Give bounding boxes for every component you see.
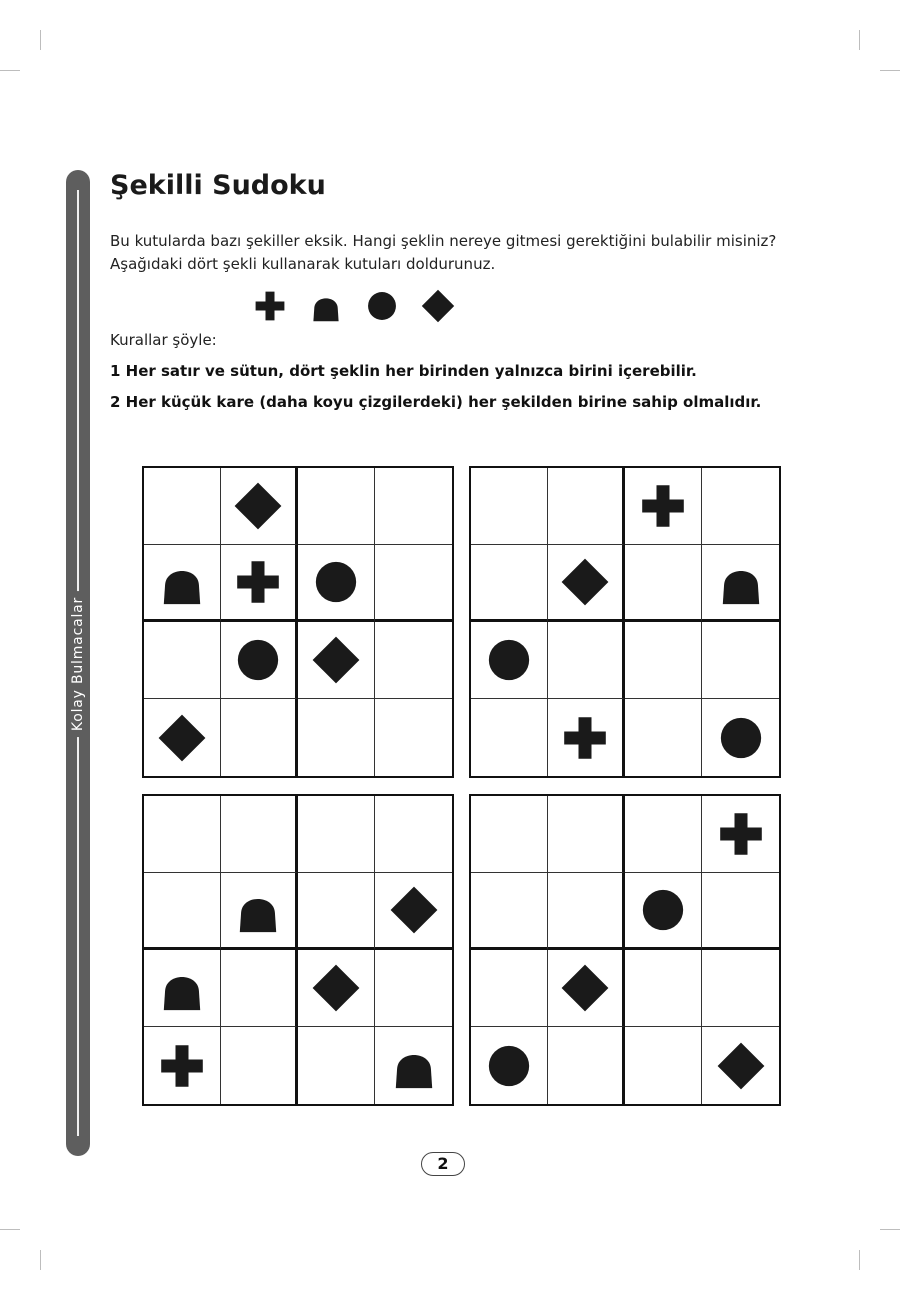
- grid-cell[interactable]: [221, 468, 298, 545]
- grid-cell[interactable]: [144, 796, 221, 873]
- grid-cell[interactable]: [625, 622, 702, 699]
- crop-mark: [0, 1229, 20, 1230]
- grid-cell[interactable]: [298, 622, 375, 699]
- grid-cell[interactable]: [625, 873, 702, 950]
- intro-text: Bu kutularda bazı şekiller eksik. Hangi şeklin nereye gitmesi gerektiğini bulabilir misiniz? Aşağıdaki dört şekli kullanarak kutuları doldurunuz.: [110, 232, 777, 273]
- sudoku-grid: [469, 794, 781, 1106]
- page-number: 2: [421, 1152, 465, 1176]
- arch-icon: [308, 288, 344, 324]
- grid-cell[interactable]: [144, 1027, 221, 1104]
- grid-cell[interactable]: [221, 622, 298, 699]
- grid-cell[interactable]: [548, 950, 625, 1027]
- grid-cell[interactable]: [375, 622, 452, 699]
- diamond-icon: [232, 480, 284, 532]
- diamond-icon: [715, 1040, 767, 1092]
- grid-cell[interactable]: [298, 873, 375, 950]
- grid-cell[interactable]: [221, 1027, 298, 1104]
- grid-cell[interactable]: [702, 545, 779, 622]
- grid-cell[interactable]: [471, 545, 548, 622]
- plus-icon: [715, 808, 767, 860]
- circle-icon: [483, 634, 535, 686]
- circle-icon: [310, 556, 362, 608]
- plus-icon: [232, 556, 284, 608]
- arch-icon: [715, 556, 767, 608]
- crop-mark: [880, 1229, 900, 1230]
- circle-icon: [637, 884, 689, 936]
- grid-cell[interactable]: [702, 796, 779, 873]
- grid-cell[interactable]: [375, 468, 452, 545]
- grid-cell[interactable]: [298, 1027, 375, 1104]
- diamond-icon: [420, 288, 456, 324]
- grid-cell[interactable]: [221, 950, 298, 1027]
- crop-mark: [0, 70, 20, 71]
- grid-cell[interactable]: [471, 796, 548, 873]
- grid-cell[interactable]: [375, 873, 452, 950]
- arch-icon: [388, 1040, 440, 1092]
- grid-cell[interactable]: [702, 622, 779, 699]
- grid-cell[interactable]: [548, 699, 625, 776]
- shape-legend: [252, 288, 456, 324]
- grid-cell[interactable]: [375, 950, 452, 1027]
- circle-icon: [483, 1040, 535, 1092]
- grid-cell[interactable]: [471, 1027, 548, 1104]
- crop-mark: [880, 70, 900, 71]
- rules-intro: Kurallar şöyle:: [110, 331, 217, 349]
- arch-icon: [156, 556, 208, 608]
- side-label: Kolay Bulmacalar: [70, 591, 86, 737]
- grid-cell[interactable]: [548, 873, 625, 950]
- rule-2: 2 Her küçük kare (daha koyu çizgilerdeki) her şekilden birine sahip olmalıdır.: [110, 393, 762, 411]
- grid-cell[interactable]: [298, 699, 375, 776]
- grid-cell[interactable]: [375, 699, 452, 776]
- grid-cell[interactable]: [144, 468, 221, 545]
- plus-icon: [252, 288, 288, 324]
- grid-cell[interactable]: [471, 468, 548, 545]
- grid-cell[interactable]: [221, 699, 298, 776]
- grid-cell[interactable]: [548, 796, 625, 873]
- grid-cell[interactable]: [298, 796, 375, 873]
- crop-mark: [40, 30, 41, 50]
- grid-cell[interactable]: [625, 1027, 702, 1104]
- grid-cell[interactable]: [221, 545, 298, 622]
- grid-cell[interactable]: [144, 545, 221, 622]
- grid-cell[interactable]: [144, 699, 221, 776]
- grid-cell[interactable]: [144, 950, 221, 1027]
- grid-cell[interactable]: [702, 1027, 779, 1104]
- grid-cell[interactable]: [144, 873, 221, 950]
- arch-icon: [232, 884, 284, 936]
- grid-cell[interactable]: [375, 796, 452, 873]
- grid-cell[interactable]: [625, 699, 702, 776]
- grid-cell[interactable]: [625, 796, 702, 873]
- grid-cell[interactable]: [144, 622, 221, 699]
- page-title: Şekilli Sudoku: [110, 170, 326, 201]
- diamond-icon: [310, 962, 362, 1014]
- plus-icon: [559, 712, 611, 764]
- grid-cell[interactable]: [375, 1027, 452, 1104]
- grid-cell[interactable]: [471, 622, 548, 699]
- diamond-icon: [559, 556, 611, 608]
- sudoku-grid: [142, 466, 454, 778]
- grid-cell[interactable]: [548, 468, 625, 545]
- grid-cell[interactable]: [375, 545, 452, 622]
- circle-icon: [232, 634, 284, 686]
- plus-icon: [637, 480, 689, 532]
- grid-cell[interactable]: [625, 545, 702, 622]
- circle-icon: [715, 712, 767, 764]
- grid-cell[interactable]: [625, 950, 702, 1027]
- crop-mark: [859, 1250, 860, 1270]
- rule-1: 1 Her satır ve sütun, dört şeklin her birinden yalnızca birini içerebilir.: [110, 362, 697, 380]
- grid-cell[interactable]: [548, 545, 625, 622]
- grid-cell[interactable]: [298, 950, 375, 1027]
- grid-cell[interactable]: [298, 545, 375, 622]
- circle-icon: [364, 288, 400, 324]
- grid-cell[interactable]: [221, 873, 298, 950]
- grid-cell[interactable]: [702, 468, 779, 545]
- diamond-icon: [559, 962, 611, 1014]
- grid-cell[interactable]: [548, 1027, 625, 1104]
- arch-icon: [156, 962, 208, 1014]
- diamond-icon: [310, 634, 362, 686]
- grid-cell[interactable]: [471, 950, 548, 1027]
- grid-cell[interactable]: [298, 468, 375, 545]
- sudoku-grid: [142, 794, 454, 1106]
- grid-cell[interactable]: [471, 699, 548, 776]
- grid-cell[interactable]: [471, 873, 548, 950]
- sudoku-grid: [469, 466, 781, 778]
- grid-cell[interactable]: [221, 796, 298, 873]
- crop-mark: [40, 1250, 41, 1270]
- grid-cell[interactable]: [548, 622, 625, 699]
- grid-cell[interactable]: [702, 950, 779, 1027]
- diamond-icon: [156, 712, 208, 764]
- diamond-icon: [388, 884, 440, 936]
- plus-icon: [156, 1040, 208, 1092]
- grid-cell[interactable]: [702, 699, 779, 776]
- grid-cell[interactable]: [702, 873, 779, 950]
- grid-cell[interactable]: [625, 468, 702, 545]
- crop-mark: [859, 30, 860, 50]
